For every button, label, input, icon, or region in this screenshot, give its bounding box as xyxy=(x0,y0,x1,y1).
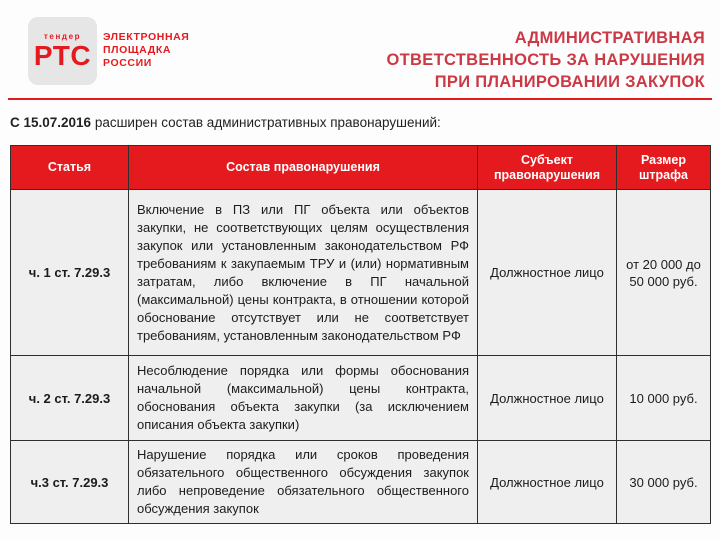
violations-table xyxy=(10,145,711,524)
subtitle-text: расширен состав административных правонарушений: xyxy=(91,115,441,130)
header-divider xyxy=(8,98,712,100)
title-line-1: АДМИНИСТРАТИВНАЯ xyxy=(514,29,705,47)
logo-tender-label: тендер xyxy=(43,32,82,41)
offense-cell: Несоблюдение порядка или формы обоснования начальной (максимальной) цены контракта, обоснования объекта закупки (за исключением описания объекта закупки) xyxy=(129,356,478,441)
subtitle xyxy=(10,115,441,130)
subtitle-date: С 15.07.2016 xyxy=(10,115,92,130)
title-line-3: ПРИ ПЛАНИРОВАНИИ ЗАКУПОК xyxy=(434,73,705,91)
offense-cell: Нарушение порядка или сроков проведения обязательного общественного обсуждения закупок либо непроведение обязательного общественного обсуждения закупок xyxy=(129,441,478,524)
fine-cell: от 20 000 до 50 000 руб. xyxy=(617,190,711,356)
logo-rts-label: РТС xyxy=(33,40,92,71)
brand-line-1: ЭЛЕКТРОННАЯ xyxy=(103,31,190,43)
rts-tender-logo xyxy=(28,17,97,85)
fine-cell: 30 000 руб. xyxy=(617,441,711,524)
fine-cell: 10 000 руб. xyxy=(617,356,711,441)
column-header-subject: Субъект правонарушения xyxy=(478,146,617,190)
column-header-fine: Размер штрафа xyxy=(617,146,711,190)
brand-line-2: ПЛОЩАДКА xyxy=(103,44,172,56)
subject-cell: Должностное лицо xyxy=(478,190,617,356)
table-header-row xyxy=(11,146,711,190)
brand-line-3: РОССИИ xyxy=(103,57,152,69)
brand-text xyxy=(103,31,189,70)
article-cell: ч. 2 ст. 7.29.3 xyxy=(11,356,129,441)
article-cell: ч.3 ст. 7.29.3 xyxy=(11,441,129,524)
subject-cell: Должностное лицо xyxy=(478,356,617,441)
offense-cell: Включение в ПЗ или ПГ объекта или объектов закупки, не соответствующих целям осуществления закупок или установленным законодательством РФ требованиям к закупаемым ТРУ и (или) нормативным затратам, либо включение в ПГ начальной (максимальной) цены контракта, в отношении которой обоснование отсутствует или не соответствует требованиям, установленным законодательством РФ xyxy=(129,190,478,356)
table-row xyxy=(11,190,711,356)
article-cell: ч. 1 ст. 7.29.3 xyxy=(11,190,129,356)
table-row xyxy=(11,441,711,524)
column-header-article: Статья xyxy=(11,146,129,190)
page-title xyxy=(387,27,705,93)
table-row xyxy=(11,356,711,441)
title-line-2: ОТВЕТСТВЕННОСТЬ ЗА НАРУШЕНИЯ xyxy=(386,51,705,69)
column-header-offense: Состав правонарушения xyxy=(129,146,478,190)
subject-cell: Должностное лицо xyxy=(478,441,617,524)
